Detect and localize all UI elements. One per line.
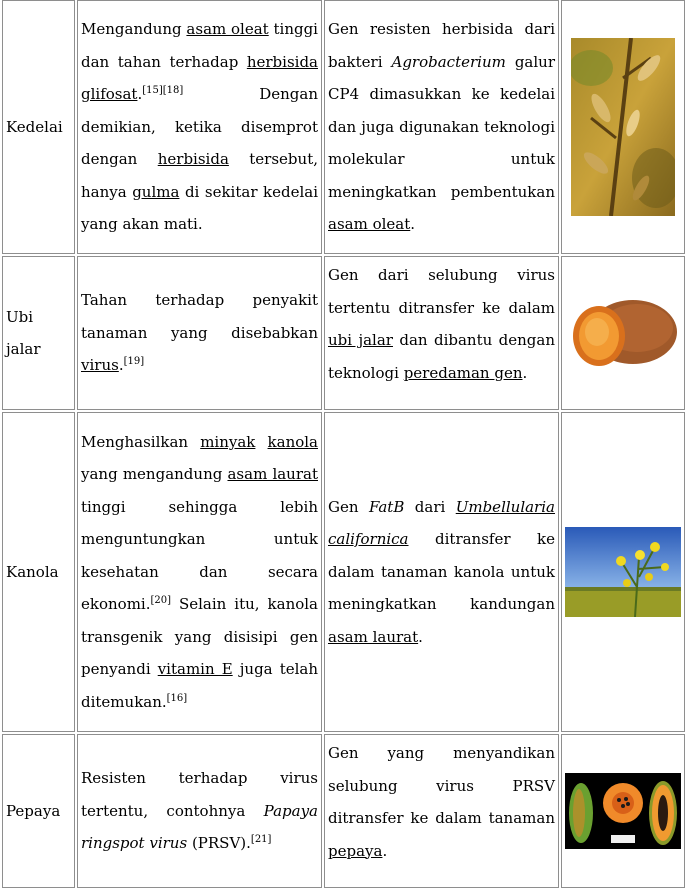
- table-row-ubi-jalar: [2, 256, 685, 410]
- text: Gen resisten herbisida dari bakteri: [328, 20, 555, 71]
- text: di sekitar kedelai yang akan mati.: [81, 182, 318, 234]
- text: galur CP4 dimasukkan ke kedelai dan juga digunakan teknologi molekular untuk meningkatkan pembentukan: [328, 52, 555, 201]
- method-cell: [324, 0, 559, 254]
- link-asam-laurat[interactable]: asam laurat: [328, 627, 419, 646]
- text: tinggi dan tahan terhadap: [81, 20, 318, 71]
- text: .: [418, 627, 423, 646]
- crop-name: Kanola: [6, 562, 59, 581]
- text: Menghasilkan: [81, 432, 201, 451]
- crop-name-cell: [2, 412, 75, 732]
- text: .: [137, 85, 143, 104]
- text: tinggi sehingga lebih menguntungkan untuk kesehatan dan secara ekonomi.: [81, 497, 318, 614]
- link-peredaman-gen[interactable]: peredaman gen: [403, 363, 523, 382]
- trait-cell: [77, 734, 322, 888]
- link-asam-laurat[interactable]: asam laurat: [227, 465, 318, 484]
- text: .: [118, 356, 124, 375]
- link-kanola[interactable]: kanola: [267, 432, 318, 451]
- link-herbisida[interactable]: herbisida: [157, 150, 229, 169]
- text: juga telah ditemukan.: [81, 660, 318, 711]
- crop-name: Kedelai: [6, 117, 63, 136]
- link-pepaya[interactable]: pepaya: [328, 841, 383, 860]
- sweet-potato-photo: [567, 288, 679, 378]
- ref-15[interactable]: [15]: [142, 85, 163, 97]
- ref-19[interactable]: [19]: [123, 356, 145, 368]
- text: [255, 433, 267, 451]
- text: Tahan terhadap penyakit tanaman yang disebabkan: [81, 291, 318, 342]
- link-asam-oleat[interactable]: asam oleat: [328, 215, 411, 234]
- link-vitamin-e[interactable]: vitamin E: [157, 660, 233, 679]
- text: Selain itu, kanola transgenik yang disisipi gen penyandi: [81, 595, 318, 679]
- trait-cell: [77, 412, 322, 732]
- trait-cell: [77, 0, 322, 254]
- text: Resisten terhadap virus tertentu, contohnya: [81, 769, 318, 820]
- trait-cell: [77, 256, 322, 410]
- canola-field-photo: [565, 527, 681, 617]
- text: .: [410, 215, 416, 234]
- table-row-kanola: [2, 412, 685, 732]
- crop-name: Pepaya: [6, 801, 61, 820]
- table-row-pepaya: [2, 734, 685, 888]
- crop-name-cell: [2, 0, 75, 254]
- photo-cell: [561, 412, 685, 732]
- method-cell: [324, 734, 559, 888]
- ref-21[interactable]: [21]: [250, 834, 272, 846]
- method-cell: [324, 256, 559, 410]
- link-minyak[interactable]: minyak: [200, 432, 256, 451]
- link-virus[interactable]: virus: [81, 356, 119, 375]
- soybean-plant-photo: [571, 38, 675, 216]
- text: yang mengandung: [81, 465, 228, 484]
- text: .: [522, 363, 528, 382]
- text: dari: [404, 497, 456, 516]
- crop-name-cell: [2, 256, 75, 410]
- text: Gen dari selubung virus tertentu ditransfer ke dalam: [328, 266, 555, 317]
- ref-20[interactable]: [20]: [150, 595, 172, 607]
- photo-cell: [561, 256, 685, 410]
- text: tersebut, hanya: [81, 150, 318, 201]
- papaya-fruit-photo: [565, 773, 681, 849]
- text: Dengan demikian, ketika disemprot dengan: [81, 85, 318, 169]
- text: Gen yang menyandikan selubung virus PRSV ditransfer ke dalam tanaman: [328, 744, 555, 827]
- crop-name-cell: [2, 734, 75, 888]
- text: .: [382, 841, 388, 860]
- method-cell: [324, 412, 559, 732]
- link-herbisida-glifosat[interactable]: herbisida glifosat: [81, 52, 318, 104]
- italic-text: Agrobacterium: [391, 52, 506, 71]
- ref-18[interactable]: [18]: [162, 85, 184, 97]
- italic-text: FatB: [368, 497, 405, 516]
- photo-cell: [561, 734, 685, 888]
- text: Gen: [328, 497, 369, 516]
- text: ditransfer ke dalam tanaman kanola untuk meningkatkan kandungan: [328, 530, 555, 614]
- italic-text: Papaya ringspot virus: [81, 801, 318, 853]
- link-ubi-jalar[interactable]: ubi jalar: [328, 331, 393, 349]
- link-umbellularia-californica[interactable]: Umbellularia californica: [328, 497, 555, 549]
- link-gulma[interactable]: gulma: [132, 182, 180, 201]
- crop-name: Ubi jalar: [6, 307, 41, 358]
- table-row-kedelai: [2, 0, 685, 254]
- text: (PRSV).: [187, 834, 251, 853]
- link-asam-oleat[interactable]: asam oleat: [186, 20, 269, 39]
- text: dan dibantu dengan teknologi: [328, 331, 555, 382]
- photo-cell: [561, 0, 685, 254]
- ref-16[interactable]: [16]: [166, 692, 188, 704]
- text: Mengandung: [81, 20, 187, 39]
